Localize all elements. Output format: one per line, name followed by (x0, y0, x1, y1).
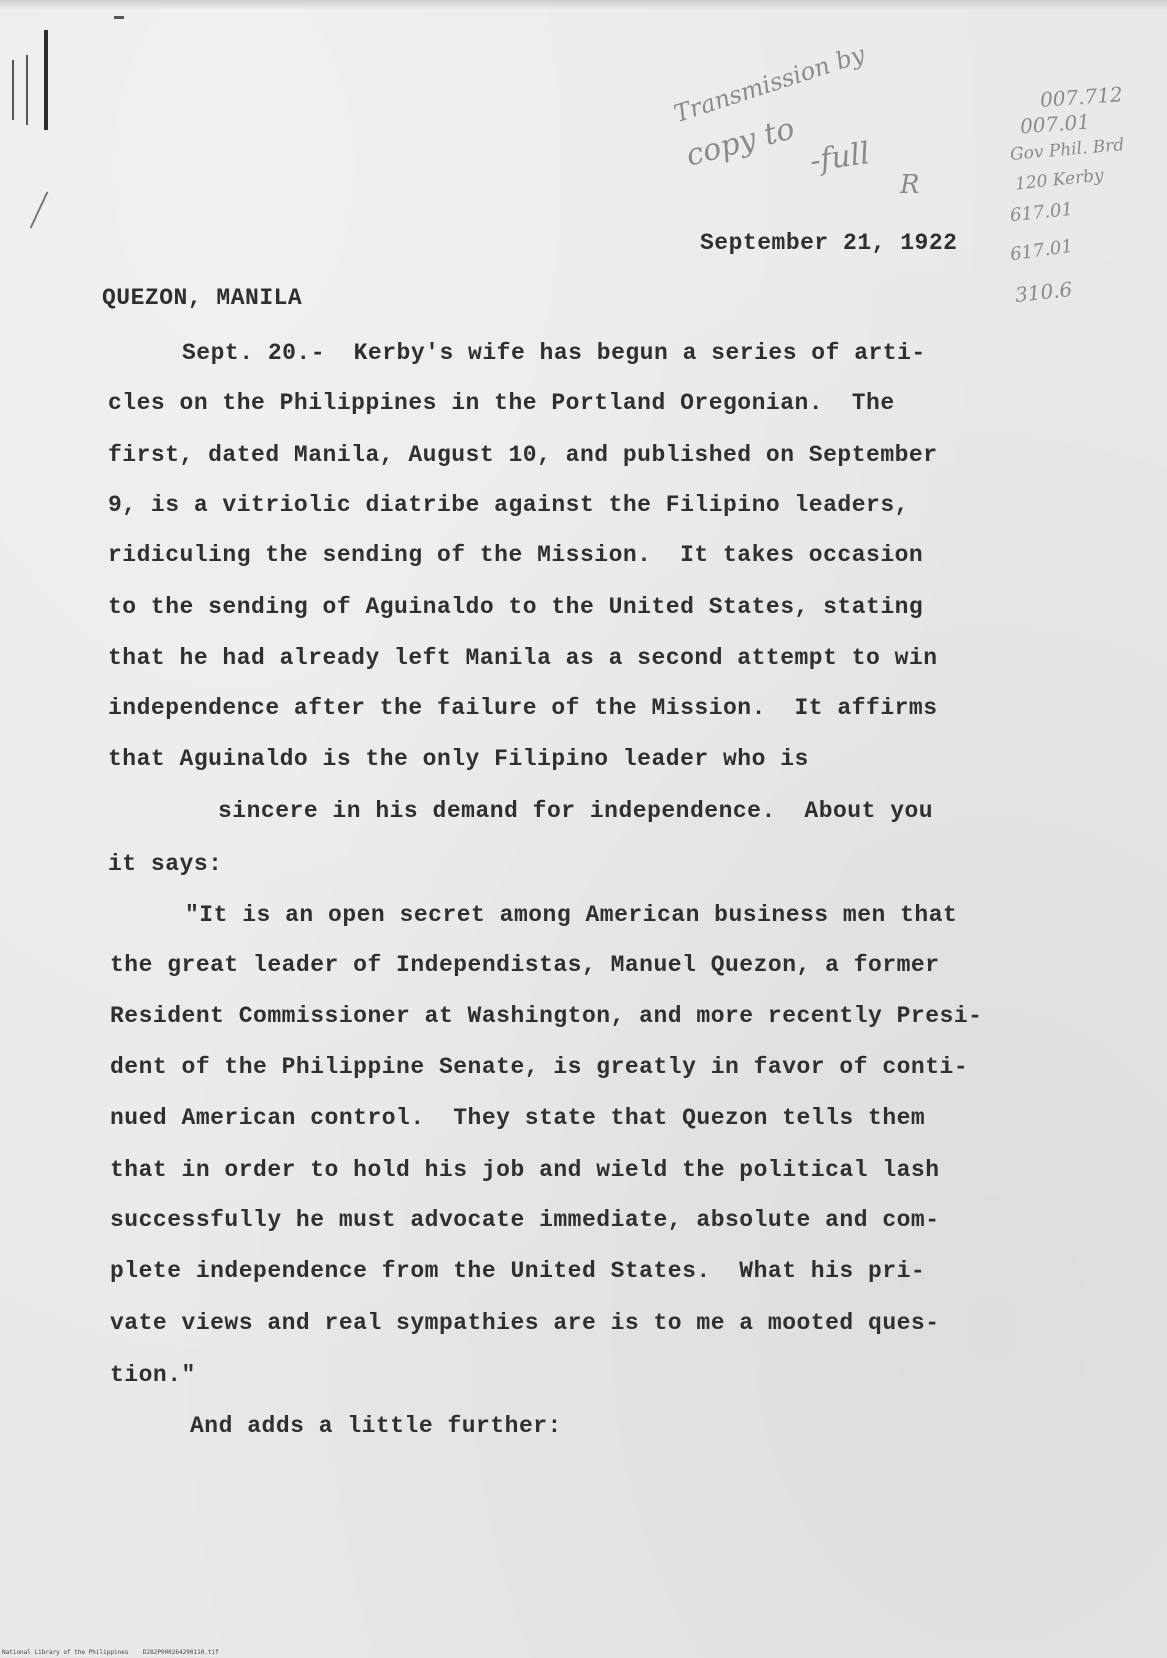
body-line: independence after the failure of the Mission. It affirms (108, 695, 938, 721)
handwritten-note-initial: R (900, 170, 920, 200)
body-line: first, dated Manila, August 10, and published on September (108, 442, 938, 468)
handwritten-file-code: 007.712 (1039, 82, 1124, 112)
quote-line: that in order to hold his job and wield the political lash (110, 1157, 940, 1183)
body-line: to the sending of Aguinaldo to the United States, stating (108, 594, 924, 620)
footer-file-id: D282P000264290110.tif (142, 1649, 219, 1656)
body-line: Sept. 20.- Kerby's wife has begun a series of arti- (182, 340, 926, 366)
letter-date: September 21, 1922 (700, 230, 958, 256)
quote-line: Resident Commissioner at Washington, and more recently Presi- (110, 1003, 983, 1029)
body-line: 9, is a vitriolic diatribe against the Filipino leaders, (108, 492, 909, 518)
handwritten-file-code: 617.01 (1008, 235, 1075, 266)
body-line: it says: (108, 851, 223, 877)
quote-line: "It is an open secret among American business men that (185, 902, 958, 928)
body-line: that Aguinaldo is the only Filipino leader who is (108, 746, 809, 772)
scan-top-edge (0, 0, 1167, 10)
quote-line: successfully he must advocate immediate, absolute and com- (110, 1207, 940, 1233)
left-scan-mark (30, 191, 49, 228)
handwritten-file-code: 120 Kerby (1014, 165, 1105, 195)
handwritten-file-code: 310.6 (1013, 277, 1074, 307)
quote-line: dent of the Philippine Senate, is greatly in favor of conti- (110, 1054, 969, 1080)
handwritten-file-code: 617.01 (1009, 198, 1074, 227)
handwritten-note-transmission: Transmission by (670, 39, 869, 129)
letter-recipient: QUEZON, MANILA (102, 285, 303, 311)
body-line: sincere in his demand for independence. About you (218, 798, 934, 824)
body-line: cles on the Philippines in the Portland Oregonian. The (108, 390, 895, 416)
scan-footer (2, 1649, 219, 1656)
left-scan-mark (26, 55, 28, 125)
body-line: ridiculing the sending of the Mission. It takes occasion (108, 542, 924, 568)
handwritten-note-full: -full (807, 136, 872, 179)
footer-library: National Library of the Philippines (2, 1649, 129, 1656)
left-scan-mark (12, 60, 14, 120)
quote-line: tion." (110, 1362, 196, 1388)
handwritten-file-code: 007.01 (1019, 109, 1091, 139)
quote-line: plete independence from the United States. What his pri- (110, 1258, 926, 1284)
left-scan-mark (44, 30, 48, 130)
left-scan-mark (114, 16, 124, 19)
body-line: that he had already left Manila as a second attempt to win (108, 645, 938, 671)
handwritten-file-code: Gov Phil. Brd (1009, 135, 1126, 165)
quote-line: the great leader of Independistas, Manuel Quezon, a former (110, 952, 940, 978)
handwritten-note-copy: copy to (682, 111, 799, 174)
quote-line: vate views and real sympathies are is to me a mooted ques- (110, 1310, 940, 1336)
quote-line: nued American control. They state that Quezon tells them (110, 1105, 926, 1131)
body-line: And adds a little further: (190, 1413, 562, 1439)
